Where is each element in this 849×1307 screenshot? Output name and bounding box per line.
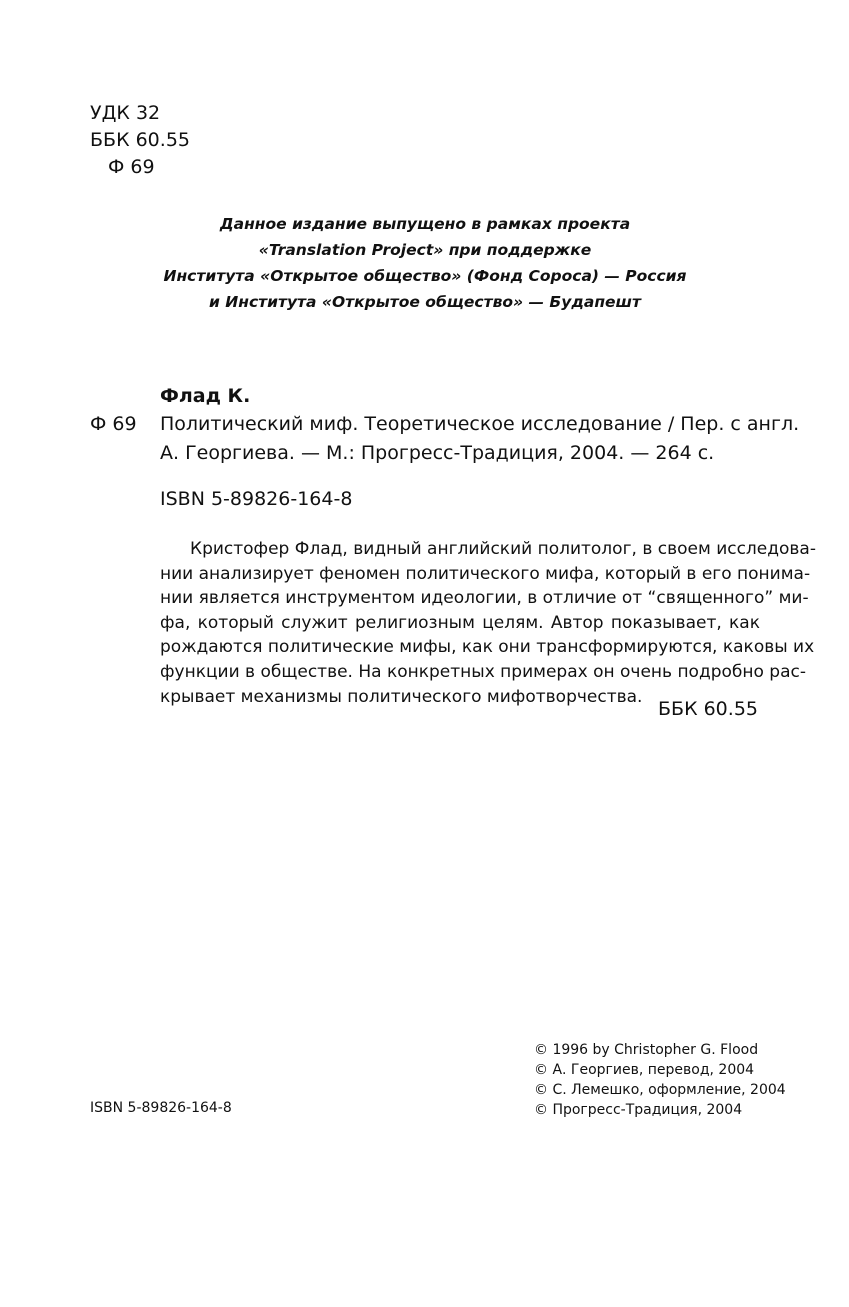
sponsorship-line: «Translation Project» при поддержке bbox=[258, 241, 592, 259]
annotation bbox=[160, 537, 816, 709]
bibliographic-description bbox=[160, 410, 800, 468]
annotation-line: крывает механизмы политического мифотворчества. bbox=[160, 686, 643, 707]
copyright-line: © 1996 by Christopher G. Flood bbox=[534, 1042, 759, 1058]
annotation-line: нии является инструментом идеологии, в отличие от “священного” ми- bbox=[160, 588, 809, 609]
copyright-block bbox=[534, 1040, 786, 1120]
classification-codes bbox=[90, 100, 190, 181]
author-name: Флад К. bbox=[160, 385, 251, 407]
bibliographic-code: Ф 69 bbox=[90, 413, 137, 435]
isbn-footer: ISBN 5-89826-164-8 bbox=[90, 1100, 232, 1116]
sponsorship-note bbox=[120, 211, 730, 315]
annotation-line: рождаются политические мифы, как они трансформируются, каковы их bbox=[160, 637, 815, 658]
udk-code: УДК 32 bbox=[90, 102, 161, 124]
sponsorship-line: и Института «Открытое общество» — Будапешт bbox=[209, 293, 641, 311]
description-line: А. Георгиева. — М.: Прогресс-Традиция, 2004. — 264 с. bbox=[160, 442, 715, 464]
description-line: Политический миф. Теоретическое исследование / Пер. с англ. bbox=[160, 413, 800, 435]
annotation-line: нии анализирует феномен политического мифа, который в его понима- bbox=[160, 563, 811, 584]
annotation-line: функции в обществе. На конкретных примерах он очень подробно рас- bbox=[160, 661, 806, 682]
author-mark-code: Ф 69 bbox=[108, 156, 155, 178]
copyright-line: © С. Лемешко, оформление, 2004 bbox=[534, 1082, 786, 1098]
copyright-line: © Прогресс-Традиция, 2004 bbox=[534, 1102, 743, 1118]
annotation-line: фа, который служит религиозным целям. Автор показывает, как bbox=[160, 612, 760, 633]
bbk-code: ББК 60.55 bbox=[90, 129, 190, 151]
sponsorship-line: Данное издание выпущено в рамках проекта bbox=[219, 215, 631, 233]
copyright-line: © А. Георгиев, перевод, 2004 bbox=[534, 1062, 755, 1078]
isbn-record: ISBN 5-89826-164-8 bbox=[160, 488, 353, 510]
sponsorship-line: Института «Открытое общество» (Фонд Сороса) — Россия bbox=[163, 267, 687, 285]
annotation-line: Кристофер Флад, видный английский политолог, в своем исследова- bbox=[190, 539, 816, 559]
bbk-index-right: ББК 60.55 bbox=[658, 698, 758, 720]
